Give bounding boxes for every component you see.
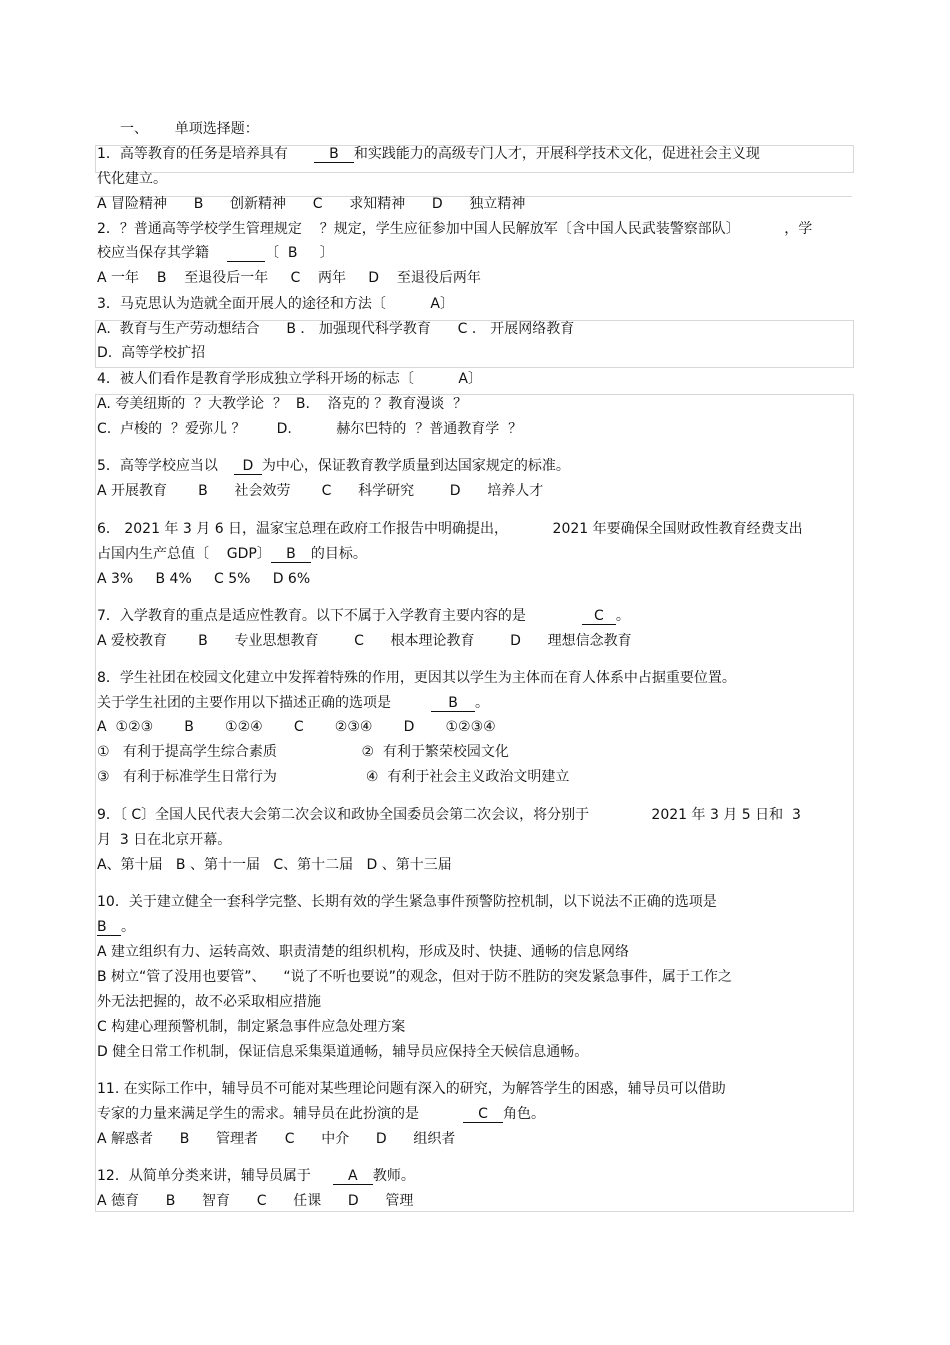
q11-answer: C [463,1106,503,1123]
q8-stem: 8．学生社团在校园文化建立中发挥着特殊的作用，更因其以学生为主体而在育人体系中占据重要位置。 [97,670,736,686]
q9-options: A、第十届 B 、第十一届 C、第十二届 D 、第十三届 [97,857,452,873]
q2-stem-cont: 校应当保存其学籍 〔 B 〕 [97,245,334,261]
q3-options: A. 教育与生产劳动想结合 B ． 加强现代科学教育 C ． 开展网络教育 [97,321,575,337]
q10-answer: B [97,919,121,936]
q10-option-d: D 健全日常工作机制，保证信息采集渠道通畅，辅导员应保持全天候信息通畅。 [97,1044,589,1060]
q11-stem-cont: 专家的力量来满足学生的需求。辅导员在此扮演的是 C 角色。 [97,1106,545,1122]
q11-stem: 11. 在实际工作中，辅导员不可能对某些理论问题有深入的研究，为解答学生的困惑，辅导员可以借助 [97,1081,726,1097]
q5-stem: 5．高等学校应当以 D 为中心，保证教育教学质量到达国家规定的标准。 [97,458,570,474]
q6-answer: B [271,546,311,563]
q4-options-cont: C. 卢梭的 ？爱弥儿 ？ D. 赫尔巴特的 ？普通教育学 ？ [97,421,523,437]
q1-options: A 冒险精神 B 创新精神 C 求知精神 D 独立精神 [97,196,526,212]
q6-stem: 6． 2021 年 3 月 6 日，温家宝总理在政府工作报告中明确提出， 2021 年要确保全国财政性教育经费支出 [97,521,803,537]
q7-answer: C [582,608,616,625]
q3-option-d: D. 高等学校扩招 [97,345,206,361]
q1-stem-cont: 代化建立。 [97,171,167,187]
q12-options: A 德育 B 智育 C 任课 D 管理 [97,1193,414,1209]
q2-blank [227,245,265,262]
q1-stem: 1．高等教育的任务是培养具有 B 和实践能力的高级专门人才，开展科学技术文化，促进社会主义现 [97,146,760,162]
q8-statement-1-2: ① 有利于提高学生综合素质 ② 有利于繁荣校园文化 [97,744,509,760]
q5-options: A 开展教育 B 社会效劳 C 科学研究 D 培养人才 [97,483,544,499]
q9-stem: 9．〔 C〕全国人民代表大会第二次会议和政协全国委员会第二次会议，将分别于 2021 年 3 月 5 日和 3 [97,807,801,823]
q12-answer: A [333,1168,373,1185]
q12-stem: 12．从简单分类来讲，辅导员属于 A 教师。 [97,1168,415,1184]
q10-stem: 10．关于建立健全一套科学完整、长期有效的学生紧急事件预警防控机制，以下说法不正确的选项是 [97,894,717,910]
q10-stem-cont: B 。 [97,919,135,935]
q1-answer: B [314,146,354,163]
q4-options: A. 夸美纽斯的 ？大教学论 ？ B. 洛克的 ？教育漫谈 ？ [97,396,468,412]
q6-options: A 3% B 4% C 5% D 6% [97,571,311,587]
q4-stem: 4．被人们看作是教育学形成独立学科开场的标志〔 A〕 [97,371,482,387]
q10-option-c: C 构建心理预警机制，制定紧急事件应急处理方案 [97,1019,406,1035]
q7-options: A 爱校教育 B 专业思想教育 C 根本理论教育 D 理想信念教育 [97,633,632,649]
q8-answer: B [431,695,475,712]
q10-option-b-cont: 外无法把握的，故不必采取相应措施 [97,994,321,1010]
q8-options: A ①②③ B ①②④ C ②③④ D ①②③④ [97,719,496,735]
q8-statement-3-4: ③ 有利于标准学生日常行为 ④ 有利于社会主义政治文明建立 [97,769,570,785]
q2-stem: 2．？普通高等学校学生管理规定 ？规定，学生应征参加中国人民解放军〔含中国人民武装警察部队〕 ，学 [97,221,813,237]
q3-stem: 3．马克思认为造就全面开展人的途径和方法〔 A〕 [97,296,454,312]
q10-option-a: A 建立组织有力、运转高效、职责清楚的组织机构，形成及时、快捷、通畅的信息网络 [97,944,630,960]
q9-stem-cont: 月 3 日在北京开幕。 [97,832,232,848]
q11-options: A 解惑者 B 管理者 C 中介 D 组织者 [97,1131,456,1147]
section-title: 一、 单项选择题： [120,121,259,137]
q5-answer: D [234,458,262,475]
q10-option-b: B 树立“管了没用也要管”、 “说了不听也要说”的观念，但对于防不胜防的突发紧急事件，属于工作之 [97,969,732,985]
q8-stem-cont: 关于学生社团的主要作用以下描述正确的选项是 B 。 [97,695,489,711]
q6-stem-cont: 占国内生产总值〔 GDP〕 B 的目标。 [97,546,367,562]
q2-options: A 一年 B 至退役后一年 C 两年 D 至退役后两年 [97,270,481,286]
q7-stem: 7．入学教育的重点是适应性教育。以下不属于入学教育主要内容的是 C 。 [97,608,630,624]
